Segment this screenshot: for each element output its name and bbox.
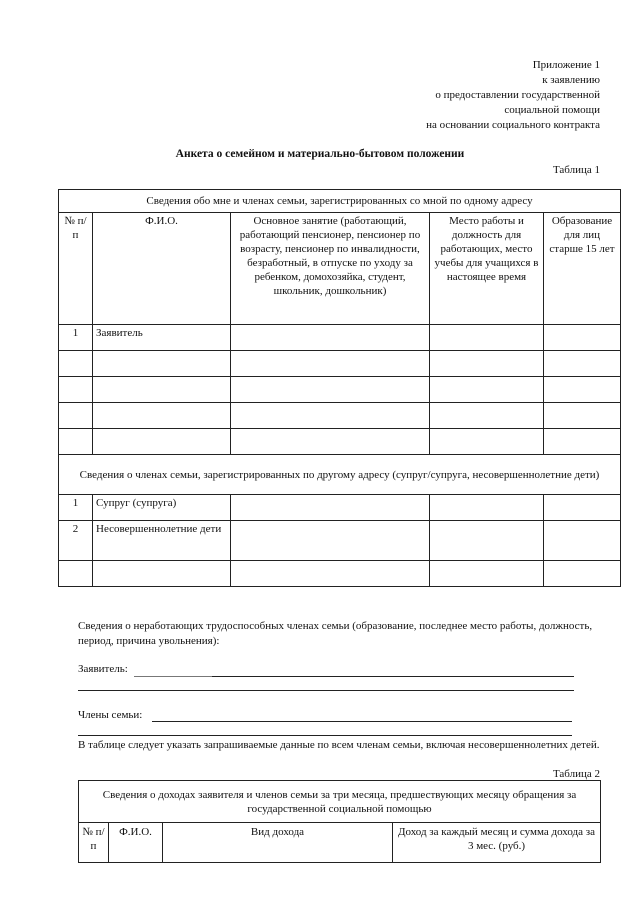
applicant-field-short[interactable] — [134, 676, 212, 677]
row-occupation[interactable] — [231, 429, 430, 455]
table-row — [59, 561, 621, 587]
appendix-header — [426, 58, 600, 133]
row-number[interactable] — [59, 403, 93, 429]
instruction-text: В таблице следует указать запрашиваемые данные по всем членам семьи, включая несовершеннолетних детей. — [78, 739, 600, 751]
appendix-line: о предоставлении государственной — [435, 89, 600, 101]
form-title: Анкета о семейном и материально-бытовом положении — [175, 148, 465, 160]
appendix-line: социальной помощи — [504, 104, 600, 116]
row-workplace[interactable] — [430, 403, 544, 429]
table-row — [59, 429, 621, 455]
table-row — [59, 521, 621, 561]
row-occupation[interactable] — [231, 561, 430, 587]
table-row — [59, 403, 621, 429]
row-workplace[interactable] — [430, 351, 544, 377]
column-header-occupation: Основное занятие (работающий, работающий пенсионер, пенсионер по возрасту, пенсионер по инвалидности, безработный, в отпуске по уходу за ребенком, домохозяйка, студент, школьник, дошкольник) — [231, 213, 430, 325]
row-name[interactable] — [93, 429, 231, 455]
row-education[interactable] — [544, 429, 621, 455]
column-header-income-type: Вид дохода — [163, 823, 393, 863]
row-education[interactable] — [544, 325, 621, 351]
row-number[interactable] — [59, 377, 93, 403]
row-name[interactable] — [93, 377, 231, 403]
section1-title: Сведения обо мне и членах семьи, зарегистрированных со мной по одному адресу — [59, 190, 621, 213]
row-number[interactable] — [59, 561, 93, 587]
row-number[interactable] — [59, 351, 93, 377]
members-field-line2[interactable] — [78, 735, 572, 736]
applicant-field-line2[interactable] — [78, 690, 574, 691]
applicant-label: Заявитель: — [78, 663, 128, 675]
members-field[interactable] — [152, 721, 572, 722]
row-occupation[interactable] — [231, 351, 430, 377]
row-name[interactable] — [93, 561, 231, 587]
family-members-table — [58, 189, 621, 587]
row-education[interactable] — [544, 561, 621, 587]
appendix-line: Приложение 1 — [532, 59, 600, 71]
column-header-workplace: Место работы и должность для работающих, место учебы для учащихся в настоящее время — [430, 213, 544, 325]
column-header-name: Ф.И.О. — [93, 213, 231, 325]
column-header-name: Ф.И.О. — [109, 823, 163, 863]
table-row — [59, 351, 621, 377]
row-name[interactable] — [93, 351, 231, 377]
column-header-number: № п/п — [79, 823, 109, 863]
income-table — [78, 780, 601, 863]
table2-label: Таблица 2 — [552, 768, 600, 780]
row-occupation[interactable] — [231, 521, 430, 561]
members-label: Члены семьи: — [78, 709, 143, 721]
section2-title: Сведения о членах семьи, зарегистрированных по другому адресу (супруг/супруга, несовершеннолетние дети) — [59, 455, 621, 495]
appendix-line: к заявлению — [542, 74, 600, 86]
row-workplace[interactable] — [430, 429, 544, 455]
row-occupation[interactable] — [231, 495, 430, 521]
row-workplace[interactable] — [430, 325, 544, 351]
table-row — [59, 495, 621, 521]
income-table-title: Сведения о доходах заявителя и членов семьи за три месяца, предшествующих месяцу обращения за государственной социальной помощью — [79, 781, 601, 823]
column-header-number: № п/п — [59, 213, 93, 325]
column-header-education: Образование для лиц старше 15 лет — [544, 213, 621, 325]
row-workplace[interactable] — [430, 561, 544, 587]
row-workplace[interactable] — [430, 521, 544, 561]
applicant-field[interactable] — [212, 676, 574, 677]
row-workplace[interactable] — [430, 495, 544, 521]
row-education[interactable] — [544, 377, 621, 403]
row-education[interactable] — [544, 521, 621, 561]
row-name[interactable]: Несовершеннолетние дети — [93, 521, 231, 561]
table-row — [59, 377, 621, 403]
row-occupation[interactable] — [231, 403, 430, 429]
row-number[interactable]: 1 — [59, 495, 93, 521]
row-occupation[interactable] — [231, 377, 430, 403]
column-header-income-amount: Доход за каждый месяц и сумма дохода за 3 мес. (руб.) — [393, 823, 601, 863]
row-name[interactable]: Супруг (супруга) — [93, 495, 231, 521]
row-name[interactable] — [93, 403, 231, 429]
table1-label: Таблица 1 — [552, 164, 600, 176]
row-education[interactable] — [544, 351, 621, 377]
row-education[interactable] — [544, 403, 621, 429]
unemployed-info-text: Сведения о неработающих трудоспособных членах семьи (образование, последнее место работы, должность, период, причина увольнения): — [78, 620, 593, 647]
row-education[interactable] — [544, 495, 621, 521]
row-number[interactable]: 1 — [59, 325, 93, 351]
appendix-line: на основании социального контракта — [426, 119, 600, 131]
row-workplace[interactable] — [430, 377, 544, 403]
row-occupation[interactable] — [231, 325, 430, 351]
row-name[interactable]: Заявитель — [93, 325, 231, 351]
row-number[interactable] — [59, 429, 93, 455]
row-number[interactable]: 2 — [59, 521, 93, 561]
table-row — [59, 325, 621, 351]
